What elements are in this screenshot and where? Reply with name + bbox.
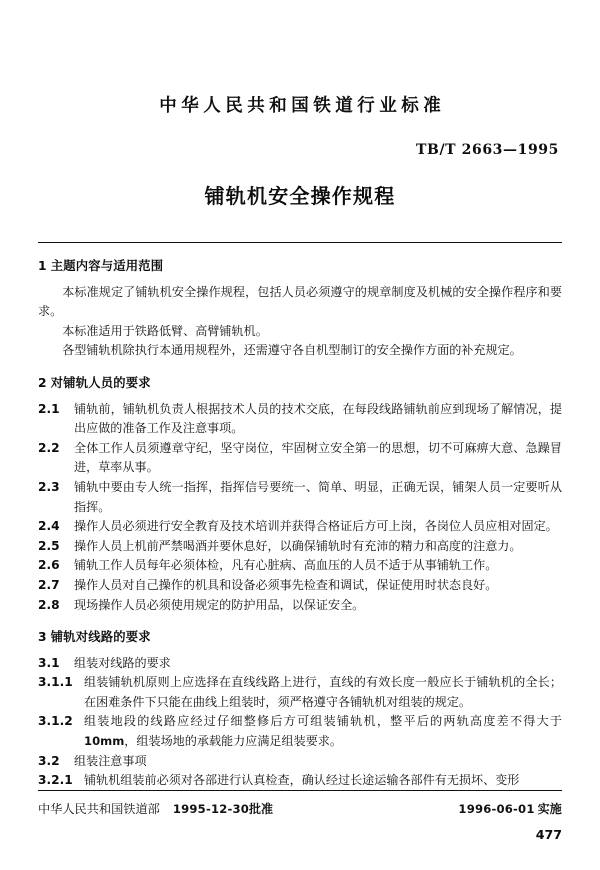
clause-item (38, 400, 562, 439)
approval-label: 批准 (249, 802, 274, 816)
page-footer (38, 800, 562, 817)
section-title-3: 铺轨对线路的要求 (50, 630, 151, 645)
clause-item (38, 576, 562, 596)
standard-number-row (38, 139, 562, 158)
clause-item (38, 439, 562, 478)
clause-item (38, 771, 562, 791)
clause-text: 操作人员上机前严禁喝酒并要休息好，以确保铺轨时有充沛的精力和高度的注意力。 (74, 538, 522, 553)
clause-number: 2.6 (38, 558, 60, 573)
clause-text: 铺轨机组装前必须对各部进行认真检查，确认经过长途运输各部件有无损坏、变形 (84, 773, 520, 788)
page-number: 477 (535, 827, 562, 842)
clause-text: 全体工作人员须遵章守纪，坚守岗位，牢固树立安全第一的思想，切不可麻痹大意、急躁冒进，草率从事。 (74, 440, 562, 475)
footer-approval (38, 800, 273, 817)
measurement-value: 10mm (84, 734, 125, 749)
clause-number: 3.2.1 (38, 773, 73, 788)
clause-text (84, 712, 562, 751)
paragraph: 本标准适用于铁路低臂、高臂铺轨机。 (62, 323, 268, 338)
section-number-1: 1 (38, 259, 47, 273)
clause-text: 铺轨工作人员每年必须体检，凡有心脏病、高血压的人员不适于从事铺轨工作。 (74, 558, 498, 573)
clause-item (38, 752, 562, 772)
clause-number: 3.1.2 (38, 714, 73, 729)
paragraph: 本标准规定了铺轨机安全操作规程，包括人员必须遵守的规章制度及机械的安全操作程序和要求。 (38, 284, 562, 319)
clause-number: 3.1 (38, 655, 60, 670)
clause-text: 铺轨中要由专人统一指挥，指挥信号要统一、简单、明显，正确无误，铺架人员一定要听从指挥。 (74, 479, 562, 514)
clause-number: 2.8 (38, 597, 60, 612)
clause-number: 3.2 (38, 753, 60, 768)
clause-item (38, 517, 562, 537)
standard-number: TB/T 2663—1995 (416, 142, 559, 158)
implementation-label: 实施 (537, 802, 562, 816)
section-number-2: 2 (38, 375, 47, 390)
clause-item (38, 556, 562, 576)
clause-number: 2.1 (38, 401, 60, 416)
section-heading-1 (38, 257, 562, 277)
clause-item (38, 596, 562, 616)
clause-number: 3.1.1 (38, 675, 73, 690)
clause-text-before: 组装地段的线路应经过仔细整修后方可组装铺轨机，整平后的两轨高度差不得大于 (84, 714, 562, 729)
section-number-3: 3 (38, 630, 47, 645)
clause-item (38, 478, 562, 517)
footer-implementation (458, 800, 562, 817)
masthead-issuer: 中华人民共和国铁道行业标准 (159, 96, 446, 116)
clause-item (38, 537, 562, 557)
document-title: 铺轨机安全操作规程 (204, 184, 396, 208)
clause-item (38, 654, 562, 674)
clause-number: 2.3 (38, 479, 60, 494)
clause-number: 2.7 (38, 577, 60, 592)
section-title-1: 主题内容与适用范围 (50, 259, 164, 273)
footer-divider (38, 790, 562, 791)
clause-number: 2.2 (38, 440, 60, 455)
document-body (38, 257, 562, 791)
clause-text: 操作人员必须进行安全教育及技术培训并获得合格证后方可上岗，各岗位人员应相对固定。 (74, 519, 558, 534)
clause-text: 组装对线路的要求 (74, 655, 171, 670)
approval-date: 1995-12-30 (172, 802, 250, 816)
section-heading-2 (38, 374, 562, 394)
section-title-2: 对铺轨人员的要求 (50, 375, 151, 390)
clause-text: 组装注意事项 (74, 753, 147, 768)
publisher-name: 中华人民共和国铁道部 (38, 802, 160, 816)
header-divider (38, 242, 562, 243)
clause-text: 现场操作人员必须使用规定的防护用品，以保证安全。 (74, 597, 365, 612)
clause-text-after: ，组装场地的承载能力应满足组装要求。 (124, 734, 342, 749)
clause-number: 2.5 (38, 538, 60, 553)
clause-text: 铺轨前，铺轨机负责人根据技术人员的技术交底，在每段线路铺轨前应到现场了解情况，提出应做的准备工作及注意事项。 (74, 401, 562, 436)
implementation-date: 1996-06-01 (458, 802, 535, 816)
paragraph: 各型铺轨机除执行本通用规程外，还需遵守各自机型制订的安全操作方面的补充规定。 (62, 343, 522, 358)
clause-number: 2.4 (38, 519, 60, 534)
section-heading-3 (38, 628, 562, 648)
clause-text: 操作人员对自己操作的机具和设备必须事先检查和调试，保证使用时状态良好。 (74, 577, 498, 592)
clause-text: 组装铺轨机原则上应选择在直线线路上进行，直线的有效长度一般应长于铺轨机的全长；在困难条件下只能在曲线上组装时，须严格遵守各铺轨机对组装的规定。 (84, 675, 562, 709)
clause-item (38, 673, 562, 712)
clause-item (38, 712, 562, 751)
